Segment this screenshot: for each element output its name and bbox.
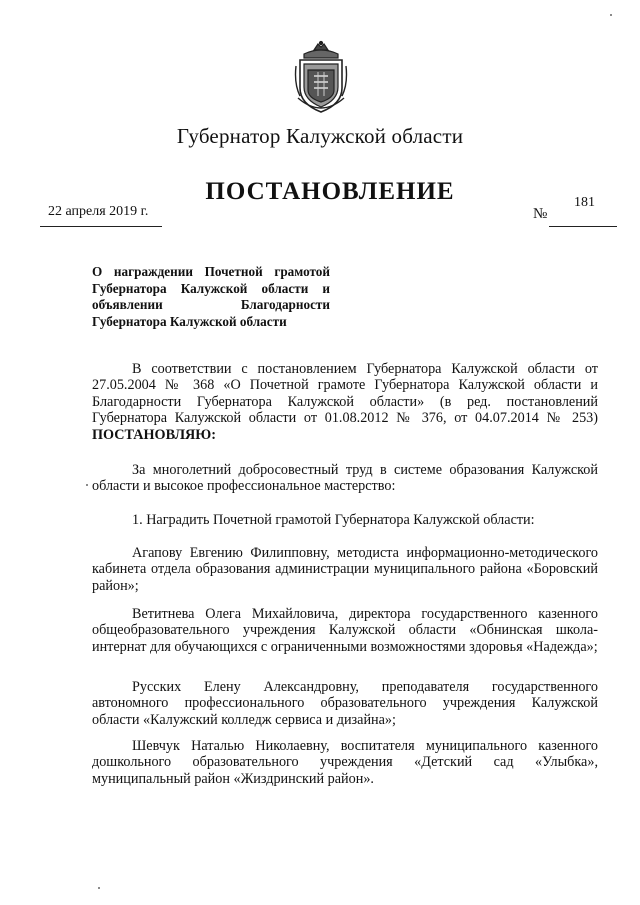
number-underline bbox=[549, 226, 617, 227]
number-label: № bbox=[533, 206, 548, 222]
coat-of-arms-emblem bbox=[294, 40, 348, 116]
date-underline bbox=[40, 226, 162, 227]
document-subject: О награждении Почетной грамотой Губернатора Калужской области и объявлении Благодарности Губернатора Калужской области bbox=[92, 264, 330, 329]
awardee-paragraph bbox=[92, 679, 598, 728]
awardee-text: Ветитнева Олега Михайловича, директора государственного казенного общеобразовательного учреждения Калужской области «Обнинская школа-интернат для обучающихся с ограниченными возможностями здоровья «Надежда»; bbox=[92, 606, 598, 655]
awardee-text: Агапову Евгению Филипповну, методиста информационно-методического кабинета отдела образования администрации муниципального района «Боровский район»; bbox=[92, 545, 598, 594]
awardee-text: Шевчук Наталью Николаевну, воспитателя муниципального казенного дошкольного образовательного учреждения «Детский сад «Улыбка», муниципальный район «Жиздринский район». bbox=[92, 738, 598, 787]
issuer-title: Губернатор Калужской области bbox=[176, 124, 464, 148]
awardee-paragraph bbox=[92, 606, 598, 655]
scan-speck bbox=[86, 484, 88, 486]
preamble-text: В соответствии с постановлением Губернатора Калужской области от 27.05.2004 № 368 «О Почетной грамоте Губернатора Калужской области и Благодарности Губернатора Калужской области» (в ред. постановлений Губернатора Калужской области от 01.08.2012 № 376, от 04.07.2014 № 253) bbox=[92, 361, 598, 427]
document-number: 181 bbox=[574, 195, 595, 210]
document-type-heading: ПОСТАНОВЛЕНИЕ bbox=[205, 178, 455, 205]
reason-paragraph bbox=[92, 462, 598, 495]
awardee-paragraph bbox=[92, 545, 598, 594]
resolve-word: ПОСТАНОВЛЯЮ: bbox=[92, 426, 217, 443]
awardee-text: Русских Елену Александровну, преподавателя государственного автономного профессионального образовательного учреждения Калужской области «Калужский колледж сервиса и дизайна»; bbox=[92, 679, 598, 728]
scan-speck bbox=[610, 14, 612, 16]
item-1-heading: 1. Наградить Почетной грамотой Губернатора Калужской области: bbox=[132, 512, 535, 528]
document-date: 22 апреля 2019 г. bbox=[48, 204, 149, 219]
awardee-paragraph bbox=[92, 738, 598, 787]
scan-speck bbox=[98, 887, 100, 889]
reason-text: За многолетний добросовестный труд в системе образования Калужской области и высокое профессиональное мастерство: bbox=[92, 462, 598, 495]
preamble-paragraph bbox=[92, 361, 598, 443]
